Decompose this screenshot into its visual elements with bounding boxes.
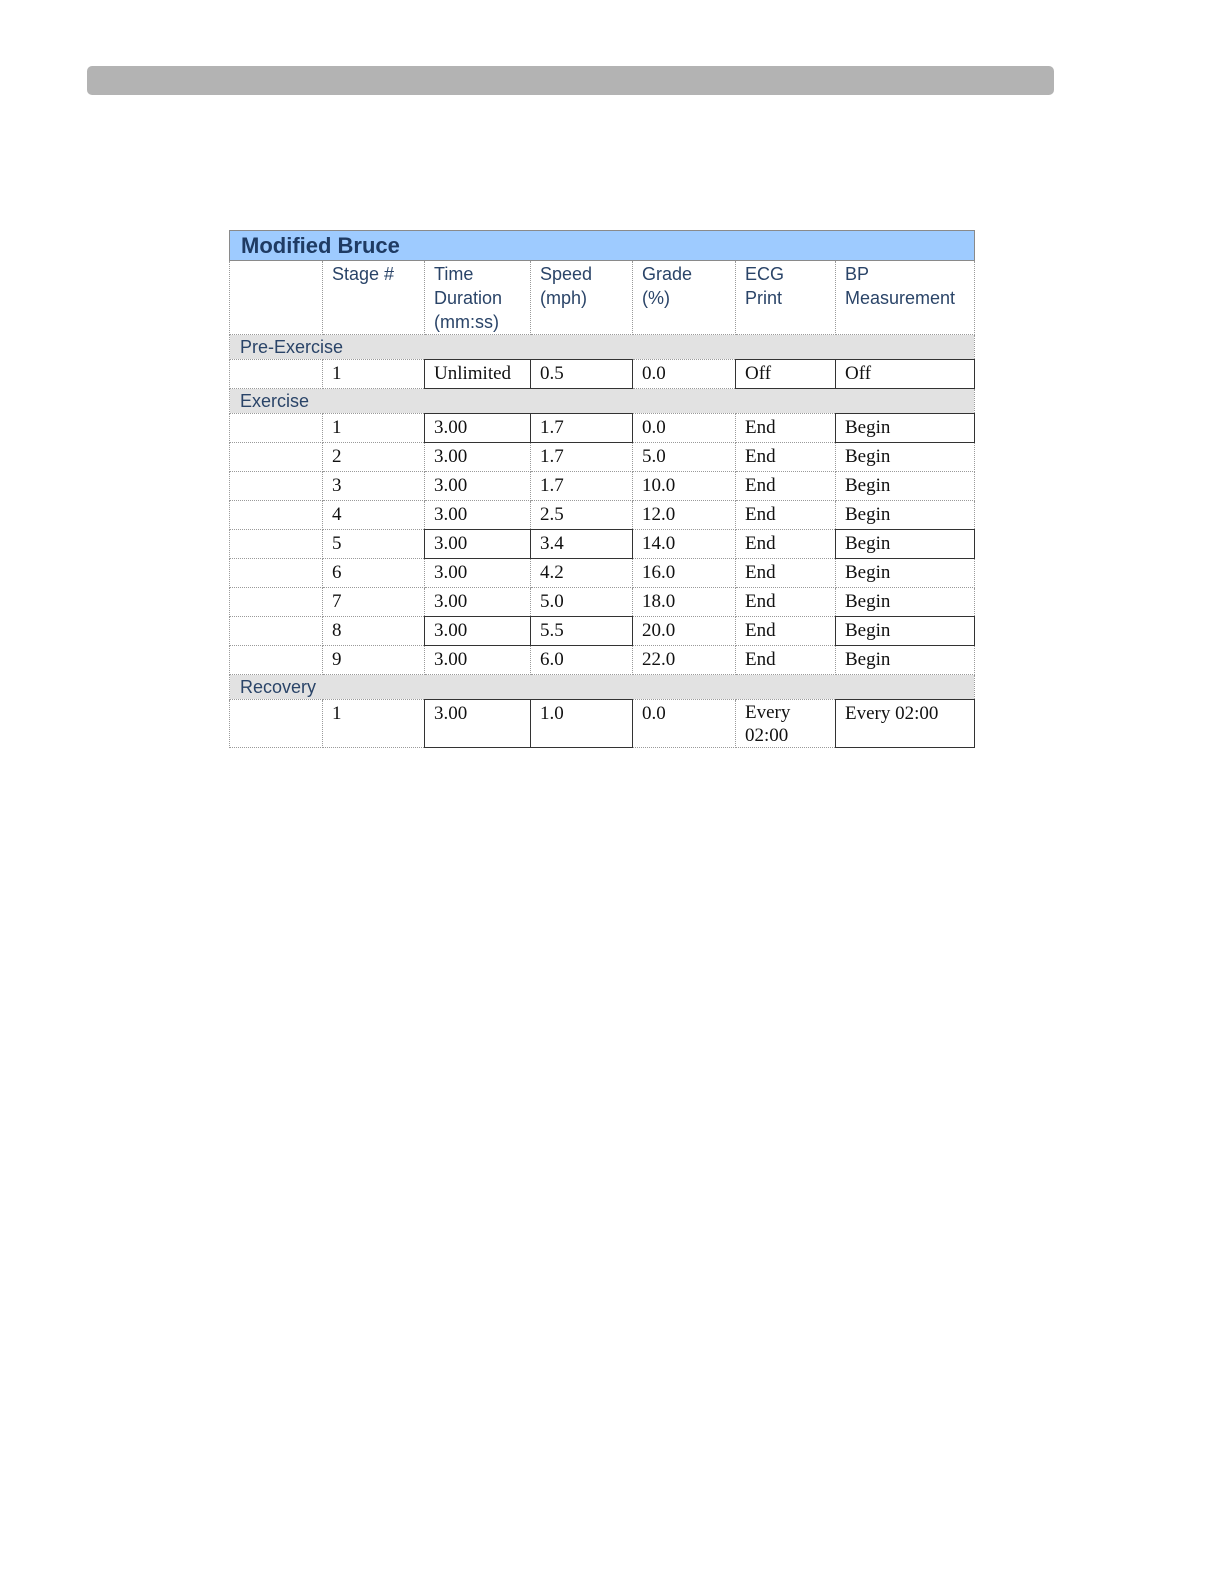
cell-time: 3.00: [425, 617, 531, 646]
header-bar: [87, 66, 1054, 95]
cell-speed: 1.7: [531, 414, 633, 443]
row-blank: [230, 472, 323, 501]
cell-ecg: Off: [736, 360, 836, 389]
row-blank: [230, 559, 323, 588]
cell-ecg: End: [736, 559, 836, 588]
section-recovery: [230, 675, 975, 700]
cell-bp: Begin: [836, 501, 975, 530]
table-row: [230, 588, 975, 617]
cell-speed: 1.7: [531, 443, 633, 472]
cell-grade: 5.0: [633, 443, 736, 472]
table-row: [230, 472, 975, 501]
cell-time: 3.00: [425, 443, 531, 472]
cell-ecg: End: [736, 646, 836, 675]
section-pre-exercise: [230, 335, 975, 360]
cell-time: 3.00: [425, 588, 531, 617]
header-stage: Stage #: [323, 261, 425, 335]
table-row: [230, 559, 975, 588]
table-row: [230, 443, 975, 472]
cell-speed: 2.5: [531, 501, 633, 530]
cell-grade: 14.0: [633, 530, 736, 559]
row-blank: [230, 588, 323, 617]
cell-grade: 10.0: [633, 472, 736, 501]
cell-ecg: End: [736, 617, 836, 646]
cell-speed: 4.2: [531, 559, 633, 588]
table-row: [230, 530, 975, 559]
cell-speed: 6.0: [531, 646, 633, 675]
table-row: [230, 414, 975, 443]
row-blank: [230, 501, 323, 530]
cell-bp: Begin: [836, 617, 975, 646]
cell-time: 3.00: [425, 414, 531, 443]
header-grade: Grade (%): [633, 261, 736, 335]
table-row: [230, 360, 975, 389]
section-exercise: [230, 389, 975, 414]
table-row: [230, 617, 975, 646]
header-bp-measurement: BP Measurement: [836, 261, 975, 335]
cell-time: Unlimited: [425, 360, 531, 389]
cell-bp: Begin: [836, 646, 975, 675]
cell-stage: 3: [323, 472, 425, 501]
cell-bp: Begin: [836, 472, 975, 501]
cell-grade: 16.0: [633, 559, 736, 588]
cell-stage: 9: [323, 646, 425, 675]
cell-grade: 0.0: [633, 360, 736, 389]
row-blank: [230, 530, 323, 559]
row-blank: [230, 414, 323, 443]
section-label: Pre-Exercise: [230, 335, 975, 360]
cell-grade: 0.0: [633, 700, 736, 748]
section-label: Recovery: [230, 675, 975, 700]
cell-bp: Off: [836, 360, 975, 389]
cell-time: 3.00: [425, 559, 531, 588]
row-blank: [230, 443, 323, 472]
cell-time: 3.00: [425, 530, 531, 559]
cell-grade: 12.0: [633, 501, 736, 530]
header-ecg-print: ECG Print: [736, 261, 836, 335]
cell-speed: 1.0: [531, 700, 633, 748]
cell-stage: 5: [323, 530, 425, 559]
cell-stage: 2: [323, 443, 425, 472]
section-label: Exercise: [230, 389, 975, 414]
cell-ecg: End: [736, 443, 836, 472]
cell-grade: 22.0: [633, 646, 736, 675]
row-blank: [230, 700, 323, 748]
header-blank: [230, 261, 323, 335]
cell-stage: 1: [323, 360, 425, 389]
table-title: Modified Bruce: [230, 231, 975, 261]
header-time-duration: Time Duration (mm:ss): [425, 261, 531, 335]
table-row: [230, 501, 975, 530]
cell-grade: 0.0: [633, 414, 736, 443]
table-header-row: [230, 261, 975, 335]
cell-stage: 8: [323, 617, 425, 646]
row-blank: [230, 617, 323, 646]
cell-bp: Begin: [836, 414, 975, 443]
table-title-row: [230, 231, 975, 261]
cell-stage: 1: [323, 414, 425, 443]
cell-stage: 6: [323, 559, 425, 588]
cell-bp: Begin: [836, 559, 975, 588]
cell-time: 3.00: [425, 472, 531, 501]
cell-bp: Begin: [836, 530, 975, 559]
cell-bp: Every 02:00: [836, 700, 975, 748]
cell-ecg: End: [736, 501, 836, 530]
cell-ecg: End: [736, 414, 836, 443]
cell-speed: 0.5: [531, 360, 633, 389]
cell-ecg: End: [736, 588, 836, 617]
cell-bp: Begin: [836, 443, 975, 472]
cell-stage: 4: [323, 501, 425, 530]
table-row: [230, 700, 975, 748]
cell-stage: 1: [323, 700, 425, 748]
cell-stage: 7: [323, 588, 425, 617]
cell-speed: 1.7: [531, 472, 633, 501]
cell-speed: 5.5: [531, 617, 633, 646]
cell-grade: 20.0: [633, 617, 736, 646]
cell-grade: 18.0: [633, 588, 736, 617]
row-blank: [230, 646, 323, 675]
header-speed: Speed (mph): [531, 261, 633, 335]
cell-bp: Begin: [836, 588, 975, 617]
cell-time: 3.00: [425, 501, 531, 530]
row-blank: [230, 360, 323, 389]
cell-time: 3.00: [425, 646, 531, 675]
cell-speed: 3.4: [531, 530, 633, 559]
cell-ecg: Every 02:00: [736, 700, 836, 748]
cell-ecg: End: [736, 472, 836, 501]
modified-bruce-table: [229, 230, 975, 748]
cell-ecg: End: [736, 530, 836, 559]
cell-speed: 5.0: [531, 588, 633, 617]
table-row: [230, 646, 975, 675]
cell-time: 3.00: [425, 700, 531, 748]
